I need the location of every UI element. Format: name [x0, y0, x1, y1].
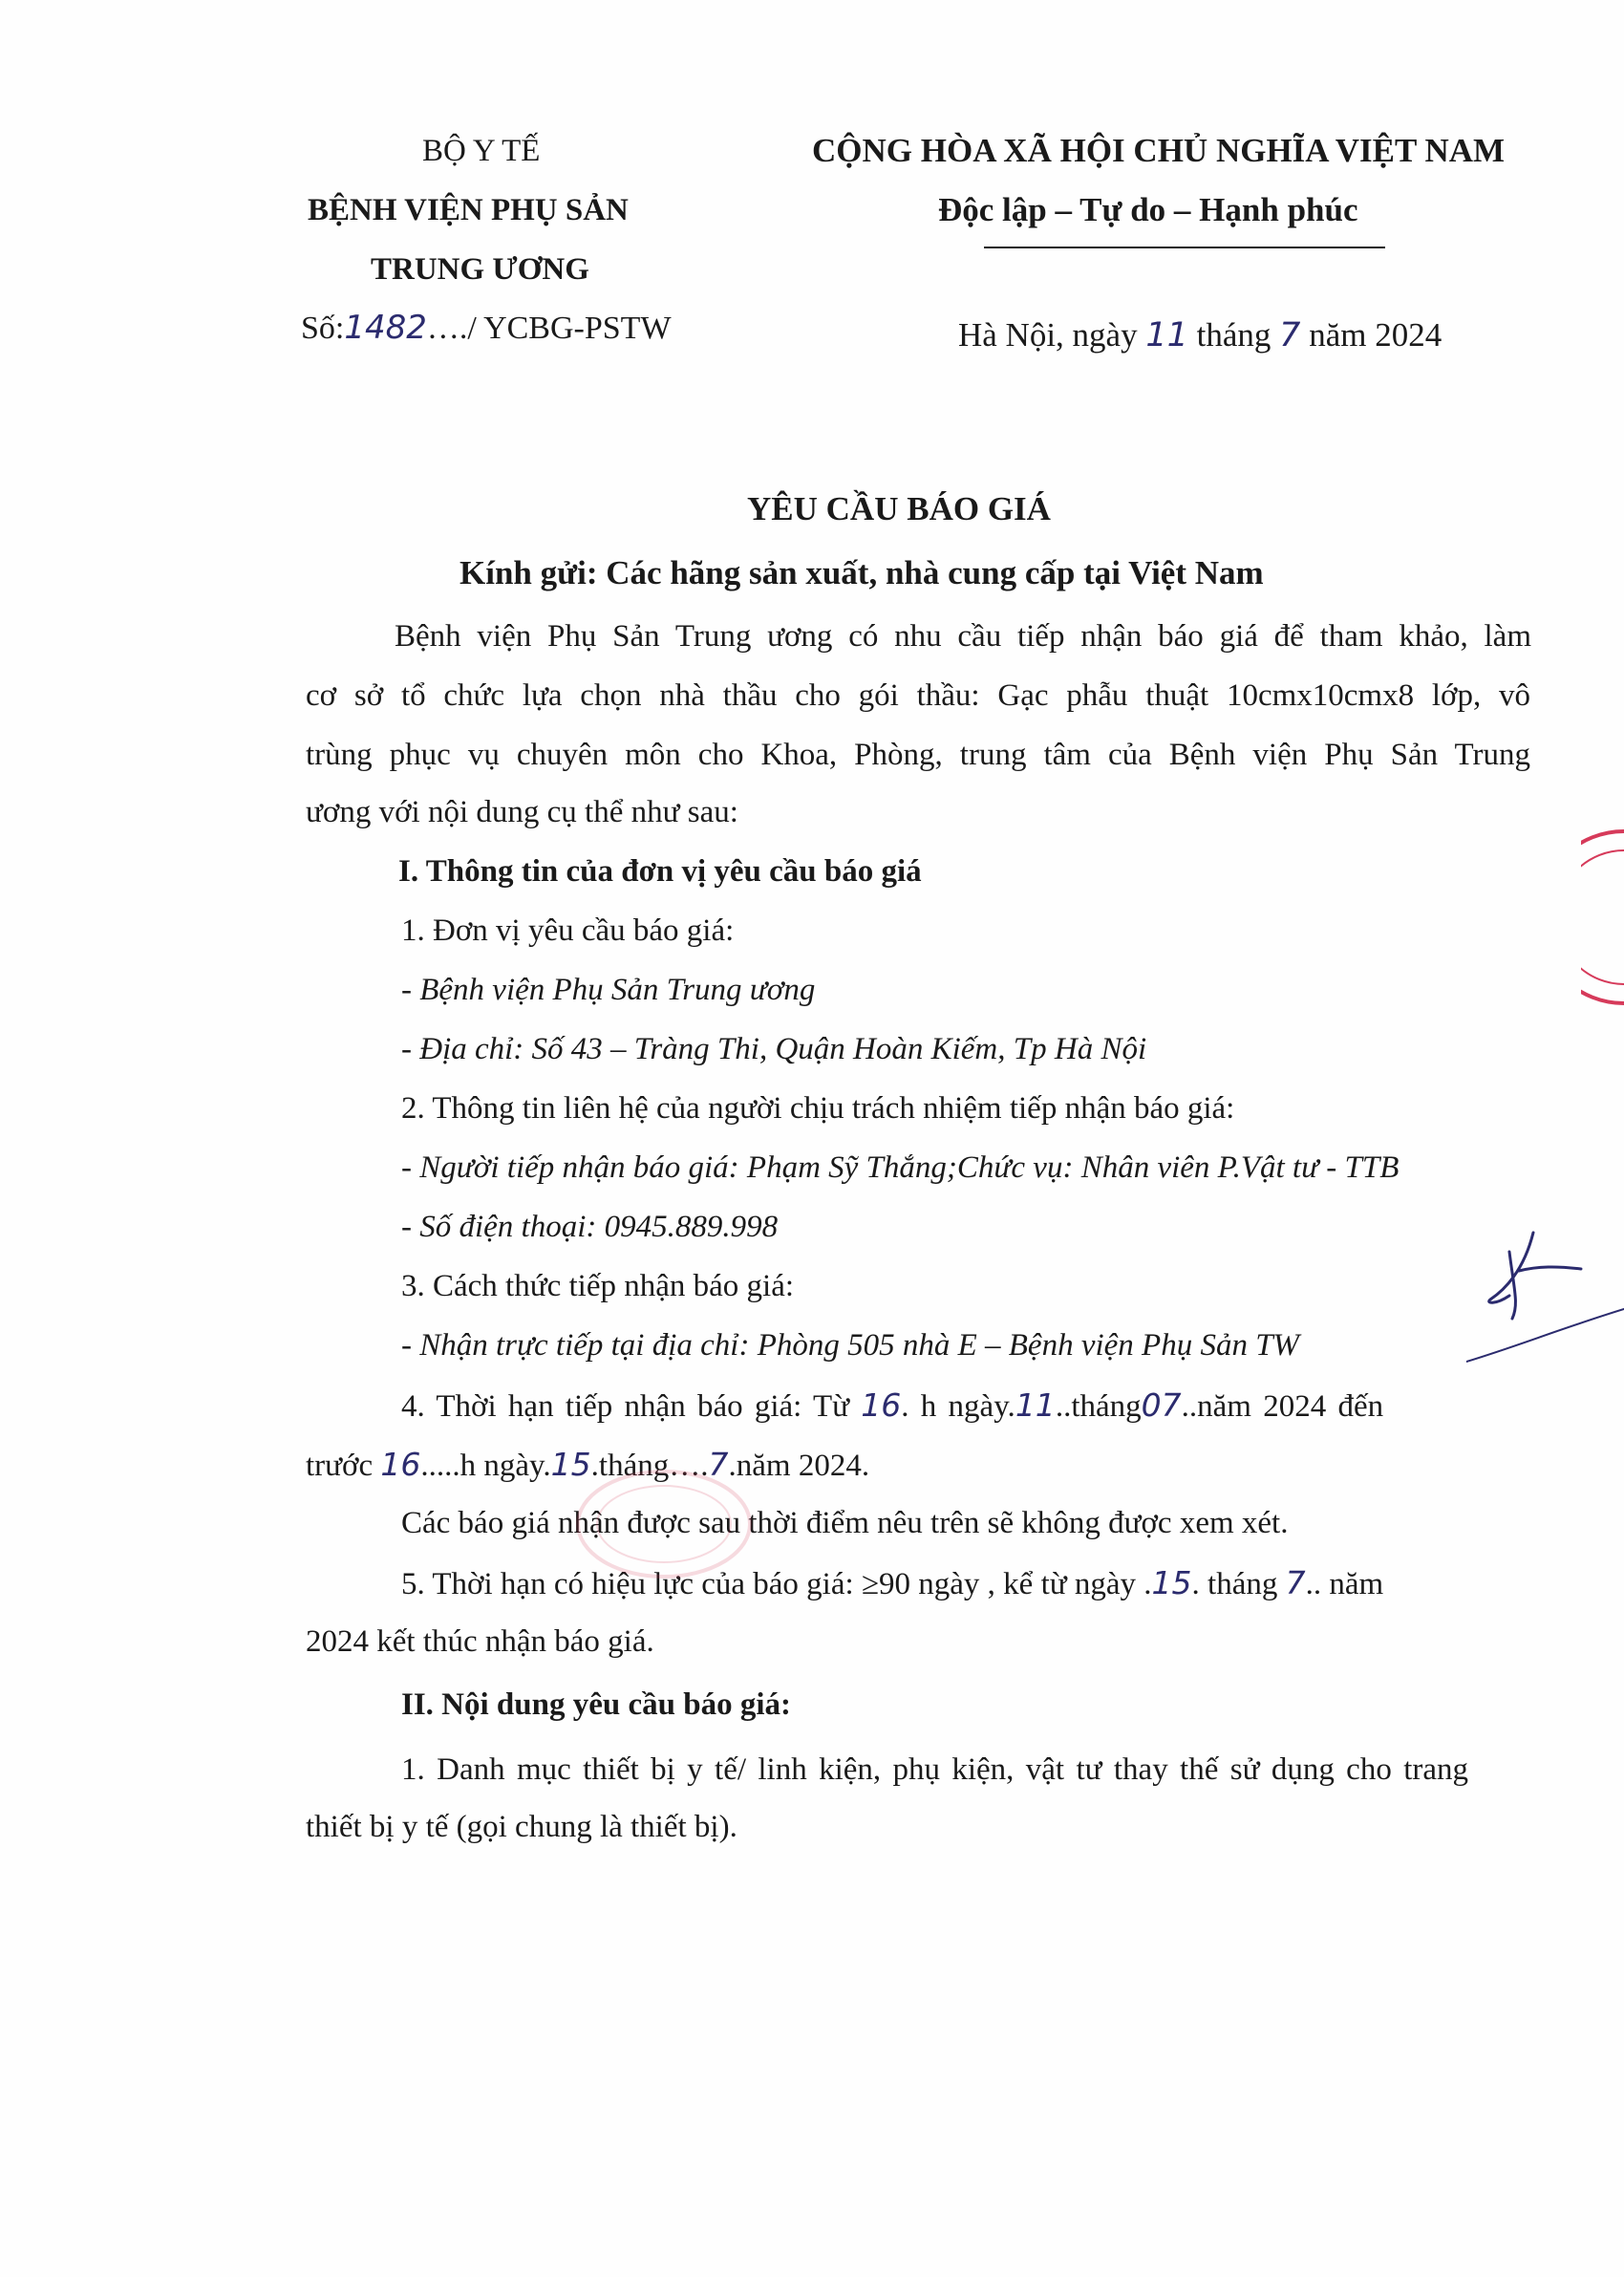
item5-month: 7	[1285, 1564, 1306, 1601]
item4-end-day: 15	[550, 1446, 591, 1483]
item5-text-c: .. năm	[1305, 1567, 1384, 1601]
country-name: CỘNG HÒA XÃ HỘI CHỦ NGHĨA VIỆT NAM	[812, 132, 1506, 169]
section1-late-note: Các báo giá nhận được sau thời điểm nêu trên sẽ không được xem xét.	[401, 1506, 1289, 1540]
item4-text-g: .tháng….	[590, 1449, 709, 1483]
section1-unit-name: - Bệnh viện Phụ Sản Trung ương	[401, 973, 816, 1007]
section1-item5-line2: 2024 kết thúc nhận báo giá.	[306, 1624, 654, 1659]
item4-text-e: trước	[306, 1449, 374, 1483]
item4-start-month: 07	[1141, 1386, 1182, 1424]
national-motto: Độc lập – Tự do – Hạnh phúc	[938, 191, 1358, 228]
item4-text-b: h ngày.	[920, 1389, 1015, 1424]
document-number	[301, 311, 672, 345]
section2-item1-line2: thiết bị y tế (gọi chung là thiết bị).	[306, 1810, 737, 1844]
doc-number-handwritten: 1482	[344, 309, 427, 347]
section1-item4-line1: 4. Thời hạn tiếp nhận báo giá: Từ 16. h ngày.11..tháng07..năm 2024 đến	[401, 1386, 1384, 1424]
section2-heading: II. Nội dung yêu cầu báo giá:	[401, 1687, 792, 1722]
item4-start-hour: 16	[861, 1386, 902, 1424]
hospital-name-line2: TRUNG ƯƠNG	[371, 252, 589, 287]
intro-line-2: cơ sở tổ chức lựa chọn nhà thầu cho gói thầu: Gạc phẫu thuật 10cmx10cmx8 lớp, vô	[306, 678, 1530, 713]
document-date	[958, 318, 1442, 353]
section1-item1: 1. Đơn vị yêu cầu báo giá:	[401, 913, 735, 948]
recipient-line: Kính gửi: Các hãng sản xuất, nhà cung cấp tại Việt Nam	[459, 554, 1264, 591]
section1-item4-line2: trước 16.....h ngày.15.tháng….7.năm 2024.	[306, 1446, 870, 1483]
section1-contact-person: - Người tiếp nhận báo giá: Phạm Sỹ Thắng;Chức vụ: Nhân viên P.Vật tư - TTB	[401, 1150, 1400, 1185]
document-title: YÊU CẦU BÁO GIÁ	[747, 490, 1051, 527]
intro-line-4: ương với nội dung cụ thể như sau:	[306, 795, 738, 829]
intro-line-1: Bệnh viện Phụ Sản Trung ương có nhu cầu tiếp nhận báo giá để tham khảo, làm	[395, 619, 1531, 654]
item4-text-h: năm 2024.	[736, 1449, 870, 1483]
edge-stamp-graphic	[1581, 822, 1624, 1013]
section1-item3: 3. Cách thức tiếp nhận báo giá:	[401, 1269, 795, 1303]
date-month-label: tháng	[1196, 316, 1271, 354]
item4-text-d: năm 2024 đến	[1197, 1389, 1384, 1424]
motto-underline	[984, 247, 1385, 248]
date-prefix: Hà Nội, ngày	[958, 316, 1138, 354]
item4-text-f: .....h ngày.	[420, 1449, 551, 1483]
date-day: 11	[1145, 316, 1188, 354]
doc-number-suffix: …./ YCBG-PSTW	[426, 311, 672, 346]
item5-text-a: 5. Thời hạn có hiệu lực của báo giá: ≥90 ngày , kể từ ngày .	[401, 1567, 1152, 1601]
section1-item2: 2. Thông tin liên hệ của người chịu trách nhiệm tiếp nhận báo giá:	[401, 1091, 1235, 1126]
item4-end-month: 7	[708, 1446, 729, 1483]
date-month: 7	[1279, 316, 1301, 354]
item4-end-hour: 16	[380, 1446, 421, 1483]
ministry-name: BỘ Y TẾ	[422, 134, 541, 168]
section1-item5-line1	[401, 1564, 1384, 1601]
section2-item1-line1: 1. Danh mục thiết bị y tế/ linh kiện, phụ kiện, vật tư thay thế sử dụng cho trang	[401, 1752, 1468, 1787]
hospital-name-line1: BỆNH VIỆN PHỤ SẢN	[308, 193, 629, 227]
signature-mark	[1466, 1214, 1624, 1405]
item4-text-c: ..tháng	[1055, 1389, 1142, 1424]
item4-start-day: 11	[1015, 1386, 1056, 1424]
intro-line-3: trùng phục vụ chuyên môn cho Khoa, Phòng, trung tâm của Bệnh viện Phụ Sản Trung	[306, 738, 1530, 772]
doc-number-prefix: Số:	[301, 311, 345, 346]
section1-unit-address: - Địa chỉ: Số 43 – Tràng Thi, Quận Hoàn Kiếm, Tp Hà Nội	[401, 1032, 1147, 1066]
item4-text-a: 4. Thời hạn tiếp nhận báo giá: Từ	[401, 1389, 850, 1424]
item5-text-b: . tháng	[1191, 1567, 1278, 1601]
section1-heading: I. Thông tin của đơn vị yêu cầu báo giá	[398, 854, 922, 889]
item5-day: 15	[1151, 1564, 1192, 1601]
date-year: năm 2024	[1309, 316, 1442, 354]
section1-receive-method: - Nhận trực tiếp tại địa chỉ: Phòng 505 nhà E – Bệnh viện Phụ Sản TW	[401, 1328, 1300, 1363]
section1-contact-phone: - Số điện thoại: 0945.889.998	[401, 1210, 779, 1244]
faint-red-stamp	[573, 1467, 755, 1581]
